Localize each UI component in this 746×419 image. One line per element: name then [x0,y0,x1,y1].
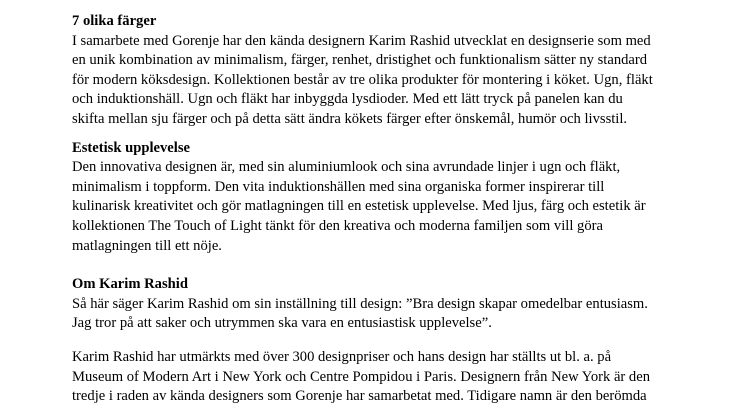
text-line: Museum of Modern Art i New York och Centre Pompidou i Paris. Designern från New York är den [72,368,651,385]
paragraph [72,32,732,130]
section-aesthetic [72,139,732,257]
text-line: Så här säger Karim Rashid om sin inställning till design: ”Bra design skapar omedelbar entusiasm. [72,295,648,312]
paragraph [72,158,732,256]
text-line: kollektionen The Touch of Light tänkt för den kreativa och moderna familjen som vill göra [72,217,603,234]
text-line: för modern köksdesign. Kollektionen består av tre olika produkter för montering i köket. Ugn, fläkt [72,71,653,88]
text-line: I samarbete med Gorenje har den kända designern Karim Rashid utvecklat en designserie som med [72,32,651,49]
text-line: skifta mellan sju färger och på detta sätt ändra kökets färger efter önskemål, humör och livsstil. [72,110,628,127]
text-line: Karim Rashid har utmärkts med över 300 designpriser och hans design har ställts ut bl. a. på [72,348,612,365]
text-line: Jag tror på att saker och utrymmen ska vara en entusiastisk upplevelse”. [72,315,492,332]
text-line: tredje i raden av kända designers som Gorenje har samarbetat med. Tidigare namn är den berömda [72,388,647,405]
text-line: kulinarisk kreativitet och gör matlagningen till en estetisk upplevelse. Med ljus, färg och estetik är [72,198,646,215]
section-heading: 7 olika färger [72,13,157,29]
paragraph [72,348,732,407]
text-line: Den innovativa designen är, med sin aluminiumlook och sina avrundade linjer i ugn och fläkt, [72,159,621,176]
section-colors [72,12,732,130]
text-line: en unik kombination av minimalism, färger, renhet, dristighet och funktionalism sätter ny standard [72,52,648,69]
paragraph [72,295,732,334]
section-awards [72,348,732,407]
text-line: matlagningen till ett nöje. [72,237,222,254]
text-line: och induktionshäll. Ugn och fläkt har inbyggda lysdioder. Med ett lätt tryck på panelen kan du [72,91,623,108]
text-line: minimalism i toppform. Den vita induktionshällen med sina organiska former inspirerar till [72,178,605,195]
section-heading: Estetisk upplevelse [72,139,190,156]
section-heading: Om Karim Rashid [72,276,188,293]
section-about-rashid [72,275,732,334]
document-page [72,12,732,407]
